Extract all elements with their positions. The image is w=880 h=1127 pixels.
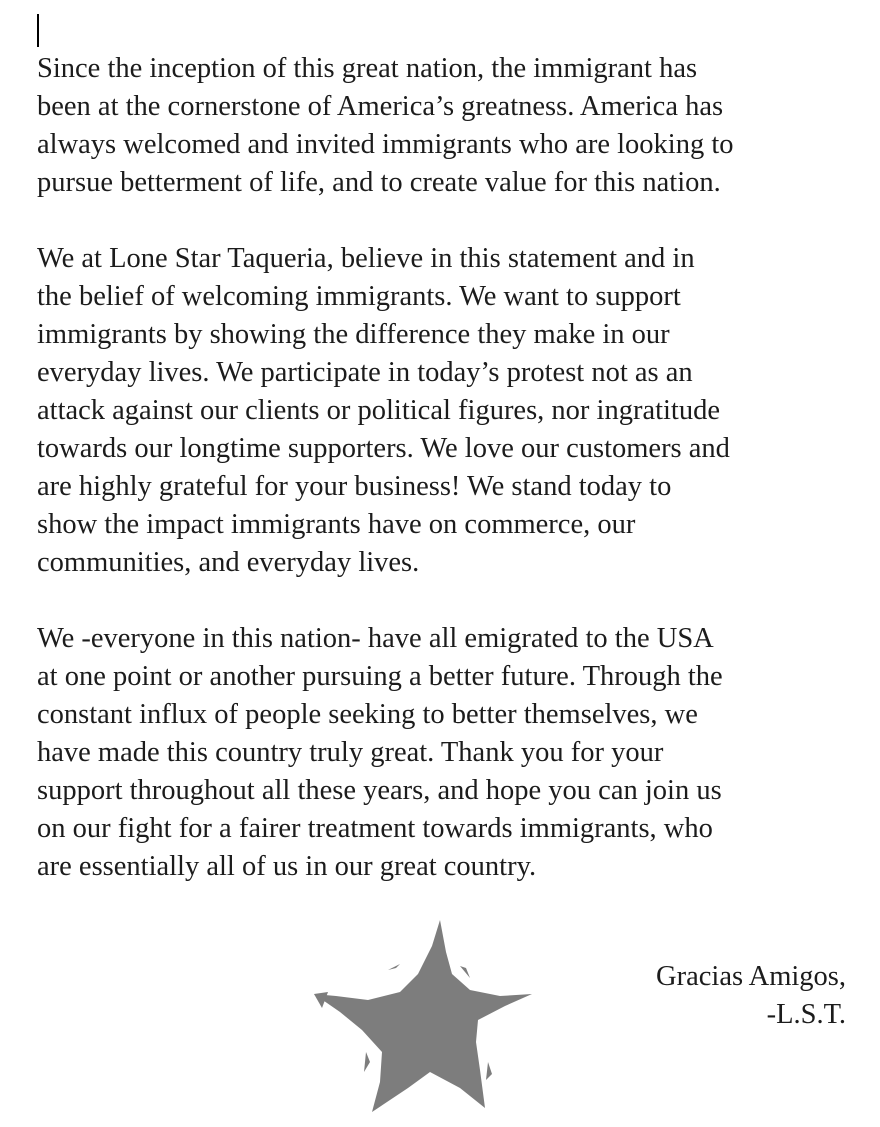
text-line: immigrants by showing the difference they make in our — [37, 319, 670, 350]
star-icon — [300, 912, 550, 1122]
text-line: show the impact immigrants have on commerce, our — [37, 509, 636, 540]
signature-closing: Gracias Amigos, — [656, 961, 846, 992]
text-line: We -everyone in this nation- have all emigrated to the USA — [37, 623, 714, 654]
paragraph-1 — [37, 50, 867, 202]
signature-block — [656, 958, 846, 1034]
text-line: towards our longtime supporters. We love our customers and — [37, 433, 730, 464]
text-line: are essentially all of us in our great country. — [37, 851, 537, 882]
signature-name: -L.S.T. — [766, 999, 846, 1030]
text-line: constant influx of people seeking to better themselves, we — [37, 699, 698, 730]
text-line: We at Lone Star Taqueria, believe in this statement and in — [37, 243, 695, 274]
text-line: communities, and everyday lives. — [37, 547, 420, 578]
paragraph-3 — [37, 620, 867, 886]
text-line: pursue betterment of life, and to create value for this nation. — [37, 167, 721, 198]
text-line: the belief of welcoming immigrants. We want to support — [37, 281, 681, 312]
text-line: attack against our clients or political figures, nor ingratitude — [37, 395, 720, 426]
text-line: have made this country truly great. Thank you for your — [37, 737, 664, 768]
text-line: everyday lives. We participate in today’s protest not as an — [37, 357, 693, 388]
paragraph-2 — [37, 240, 867, 582]
text-line: support throughout all these years, and hope you can join us — [37, 775, 722, 806]
text-line: on our fight for a fairer treatment towards immigrants, who — [37, 813, 713, 844]
text-line: Since the inception of this great nation, the immigrant has — [37, 53, 698, 84]
text-line: been at the cornerstone of America’s greatness. America has — [37, 91, 724, 122]
text-cursor — [37, 14, 39, 47]
text-line: at one point or another pursuing a better future. Through the — [37, 661, 723, 692]
letter-body[interactable] — [37, 50, 867, 924]
text-line: are highly grateful for your business! We stand today to — [37, 471, 672, 502]
text-line: always welcomed and invited immigrants who are looking to — [37, 129, 734, 160]
